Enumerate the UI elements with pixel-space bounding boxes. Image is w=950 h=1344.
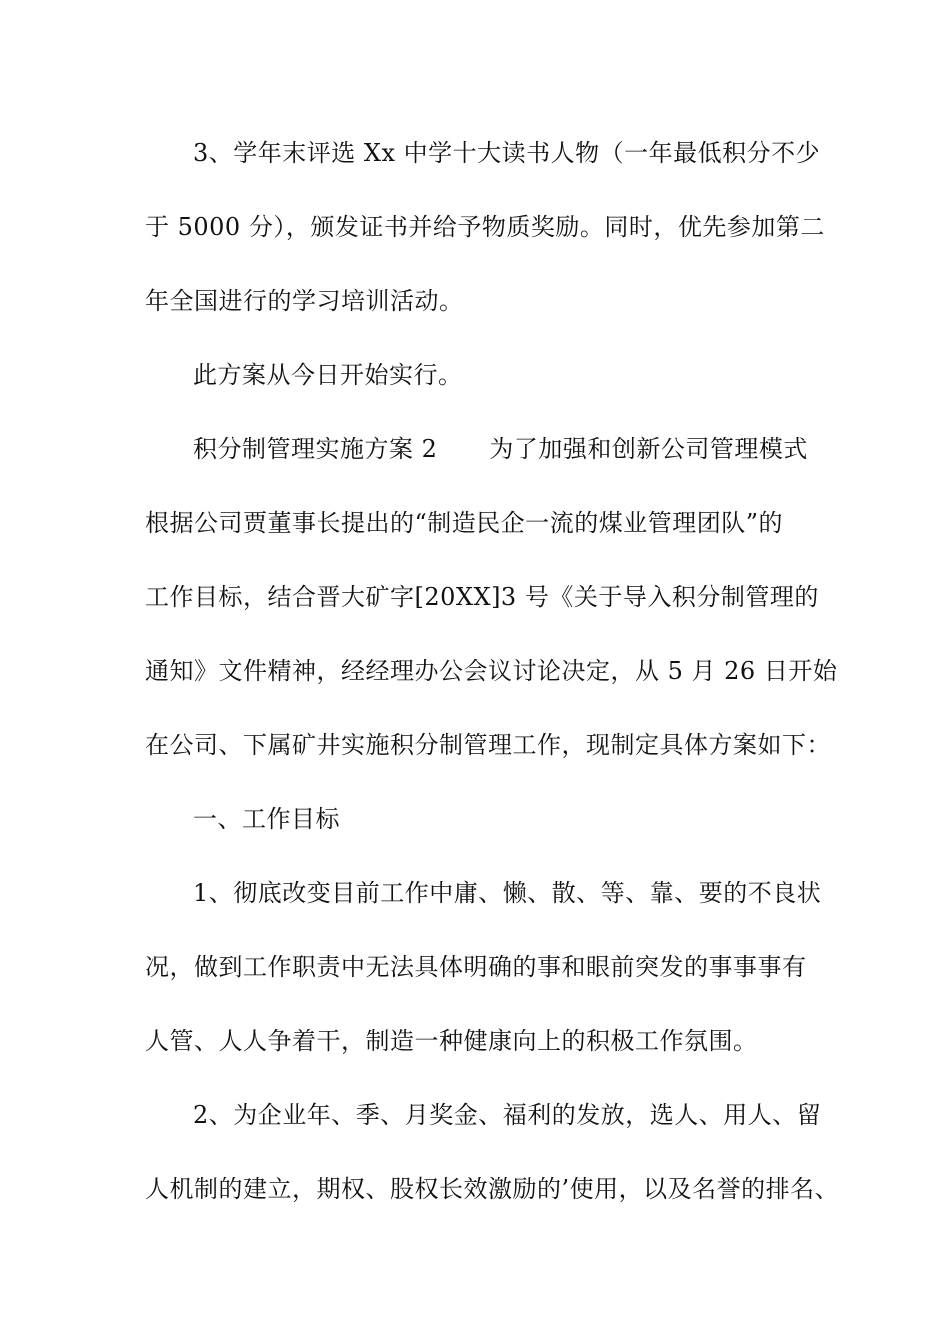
section-heading-line — [193, 433, 808, 465]
paragraph-line: 工作目标，结合晋大矿字[20XX]3 号《关于导入积分制管理的 — [145, 583, 819, 611]
paragraph-line: 人机制的建立，期权、股权长效激励的’使用，以及名誉的排名、 — [145, 1175, 840, 1203]
paragraph-line: 此方案从今日开始实行。 — [193, 361, 463, 389]
paragraph-line: 1、彻底改变目前工作中庸、懒、散、等、靠、要的不良状 — [193, 879, 822, 907]
paragraph-text: 为了加强和创新公司管理模式 — [489, 435, 808, 463]
paragraph-line: 在公司、下属矿井实施积分制管理工作，现制定具体方案如下： — [145, 731, 831, 759]
paragraph-line: 况，做到工作职责中无法具体明确的事和眼前突发的事事事有 — [145, 953, 807, 981]
subheading: 一、工作目标 — [193, 805, 340, 833]
paragraph-line: 3、学年末评选 Xx 中学十大读书人物（一年最低积分不少 — [193, 139, 821, 167]
paragraph-line: 年全国进行的学习培训活动。 — [145, 287, 464, 315]
paragraph-line: 于 5000 分），颁发证书并给予物质奖励。同时，优先参加第二 — [145, 213, 825, 241]
section-title: 积分制管理实施方案 2 — [193, 435, 438, 463]
paragraph-line: 通知》文件精神，经经理办公会议讨论决定，从 5 月 26 日开始 — [145, 657, 838, 685]
paragraph-line: 人管、人人争着干，制造一种健康向上的积极工作氛围。 — [145, 1027, 758, 1055]
paragraph-line: 2、为企业年、季、月奖金、福利的发放，选人、用人、留 — [193, 1101, 822, 1129]
paragraph-line: 根据公司贾董事长提出的“制造民企一流的煤业管理团队”的 — [145, 509, 784, 537]
